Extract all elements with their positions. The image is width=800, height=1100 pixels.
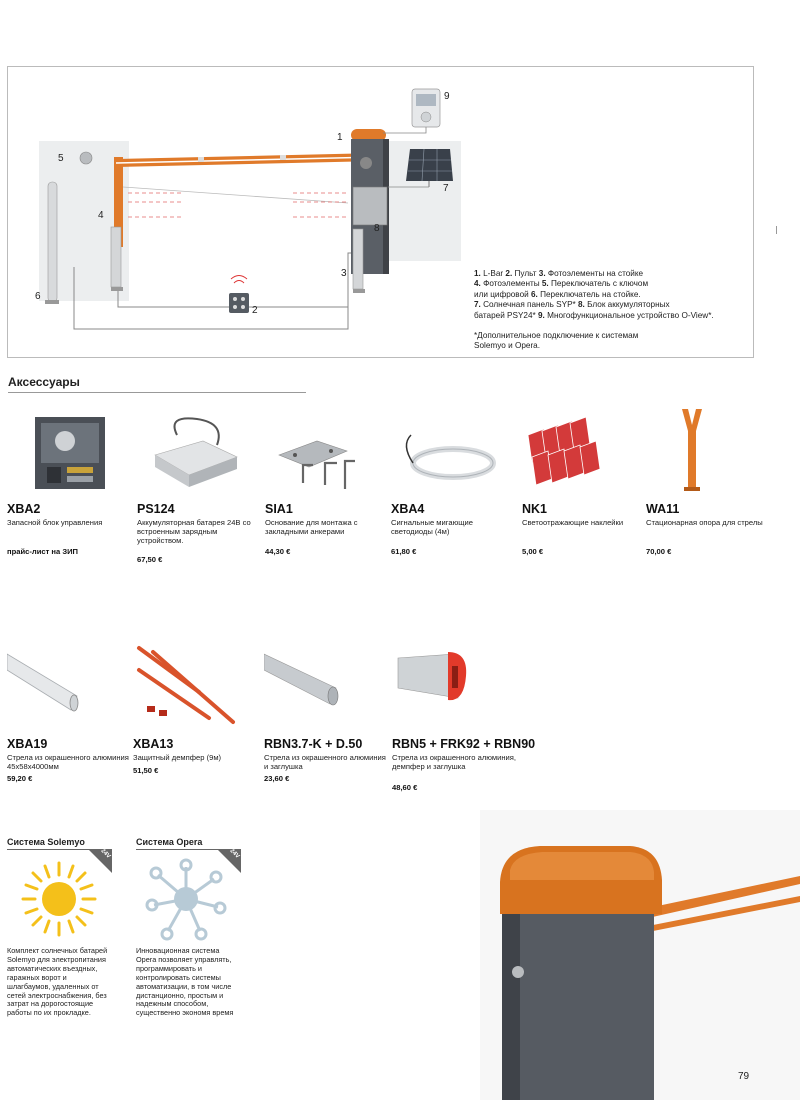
legend-note: *Дополнительное подключение к системам Solemyo и Opera.	[474, 331, 639, 351]
photocell-post-right	[353, 229, 365, 293]
legend-line: 7. Солнечная панель SYP* 8. Блок аккумуляторных	[474, 300, 670, 310]
diagram-label-4: 4	[98, 210, 104, 221]
product-price: прайс-лист на ЗИП	[7, 547, 79, 556]
control-board-image	[7, 405, 129, 495]
diagram-label-2: 2	[252, 305, 258, 316]
product-price: 59,20 €	[7, 774, 33, 783]
boom-reflector	[280, 155, 286, 160]
product-desc: Защитный демпфер (9м)	[133, 753, 222, 762]
photocell-post-left	[111, 227, 123, 291]
remote-control	[229, 276, 249, 314]
voltage-tag-label: 24V	[228, 848, 241, 860]
product-desc: Аккумуляторная батарея 24В со встроенным зарядным устройством.	[137, 518, 251, 546]
product-code: XBA4	[391, 502, 425, 516]
product-price: 5,00 €	[522, 547, 544, 556]
product-desc: Светоотражающие наклейки	[522, 518, 624, 527]
product-price: 51,50 €	[133, 766, 159, 775]
legend-line: или цифровой 6. Переключатель на стойке.	[474, 289, 641, 299]
reflective-stickers-image	[522, 405, 644, 495]
boom-reflector	[198, 157, 204, 162]
diagram-label-7: 7	[443, 183, 449, 194]
barrier-product-photo	[480, 810, 800, 1100]
voltage-tag-label: 24V	[99, 848, 112, 860]
product-desc: Сигнальные мигающие светодиоды (4м)	[391, 518, 473, 537]
wire-line	[123, 187, 348, 203]
diagram-label-8: 8	[374, 223, 380, 234]
product-desc: Стрела из окрашенного алюминия и заглушка	[264, 753, 386, 772]
product-price: 48,60 €	[392, 783, 418, 792]
product-code: XBA19	[7, 737, 48, 751]
led-strip-image	[391, 405, 513, 495]
diagram-label-9: 9	[444, 91, 450, 102]
installation-diagram	[7, 66, 754, 358]
sun-icon	[19, 859, 99, 939]
diagram-label-3: 3	[341, 268, 347, 279]
product-desc: Стрела из окрашенного алюминия 45x58x4000мм	[7, 753, 129, 772]
product-desc: Основание для монтажа с закладными анкерами	[265, 518, 358, 537]
product-code: XBA13	[133, 737, 174, 751]
product-code: RBN3.7-K + D.50	[264, 737, 363, 751]
mounting-plate-image	[265, 405, 387, 495]
product-desc: Стационарная опора для стрелы	[646, 518, 763, 527]
system-solemyo	[7, 837, 112, 1018]
key-switch	[80, 152, 92, 164]
legend-line: 4. Фотоэлементы 5. Переключатель с ключом	[474, 279, 649, 289]
system-desc: Инновационная система Opera позволяет управлять, программировать и контролировать системы автоматизации, в том числе дистанционно, простым и надежным способом, существенно экономя время	[136, 946, 234, 1018]
margin-mark	[776, 226, 777, 234]
product-price: 44,30 €	[265, 547, 291, 556]
boom-xba19-image	[7, 640, 129, 730]
oview-device	[383, 89, 440, 133]
legend-line: 1. L-Bar 2. Пульт 3. Фотоэлементы на стойке	[474, 269, 644, 278]
system-title: Система Opera	[136, 837, 239, 850]
product-price: 67,50 €	[137, 555, 163, 564]
product-code: WA11	[646, 502, 680, 516]
fixed-support-image	[646, 405, 768, 495]
accessories-title: Аксессуары	[8, 375, 306, 393]
diagram-label-1: 1	[337, 132, 343, 143]
product-code: RBN5 + FRK92 + RBN90	[392, 737, 536, 751]
photocell-beams	[128, 193, 348, 217]
product-code: PS124	[137, 502, 175, 516]
product-price: 61,80 €	[391, 547, 417, 556]
product-desc: Стрела из окрашенного алюминия, демпфер и заглушка	[392, 753, 516, 772]
barrier-motor-cap	[360, 157, 372, 169]
product-desc: Запасной блок управления	[7, 518, 103, 527]
product-price: 70,00 €	[646, 547, 672, 556]
boom-rbn5-image	[392, 640, 514, 730]
boom-rbn37-image	[264, 640, 386, 730]
product-code: SIA1	[265, 502, 293, 516]
legend-line: батарей PSY24* 9. Многофункциональное устройство O-View*.	[474, 310, 714, 320]
rubber-damper-image	[133, 640, 255, 730]
battery-box	[353, 187, 387, 225]
product-code: NK1	[522, 502, 548, 516]
system-opera	[136, 837, 241, 1018]
product-price: 23,60 €	[264, 774, 290, 783]
system-desc: Комплект солнечных батарей Solemyo для электропитания автоматических въездных, гаражных ворот и шлагбаумов, удаленных от сетей электроснабжения, без затрат на дорогостоящие работы по их прокладке.	[7, 946, 108, 1018]
product-code: XBA2	[7, 502, 41, 516]
diagram-label-6: 6	[35, 291, 41, 302]
battery-image	[137, 405, 259, 495]
network-icon	[144, 857, 228, 941]
diagram-legend	[474, 269, 764, 352]
system-title: Система Solemyo	[7, 837, 110, 850]
page-number: 79	[738, 1071, 750, 1082]
diagram-label-5: 5	[58, 153, 64, 164]
